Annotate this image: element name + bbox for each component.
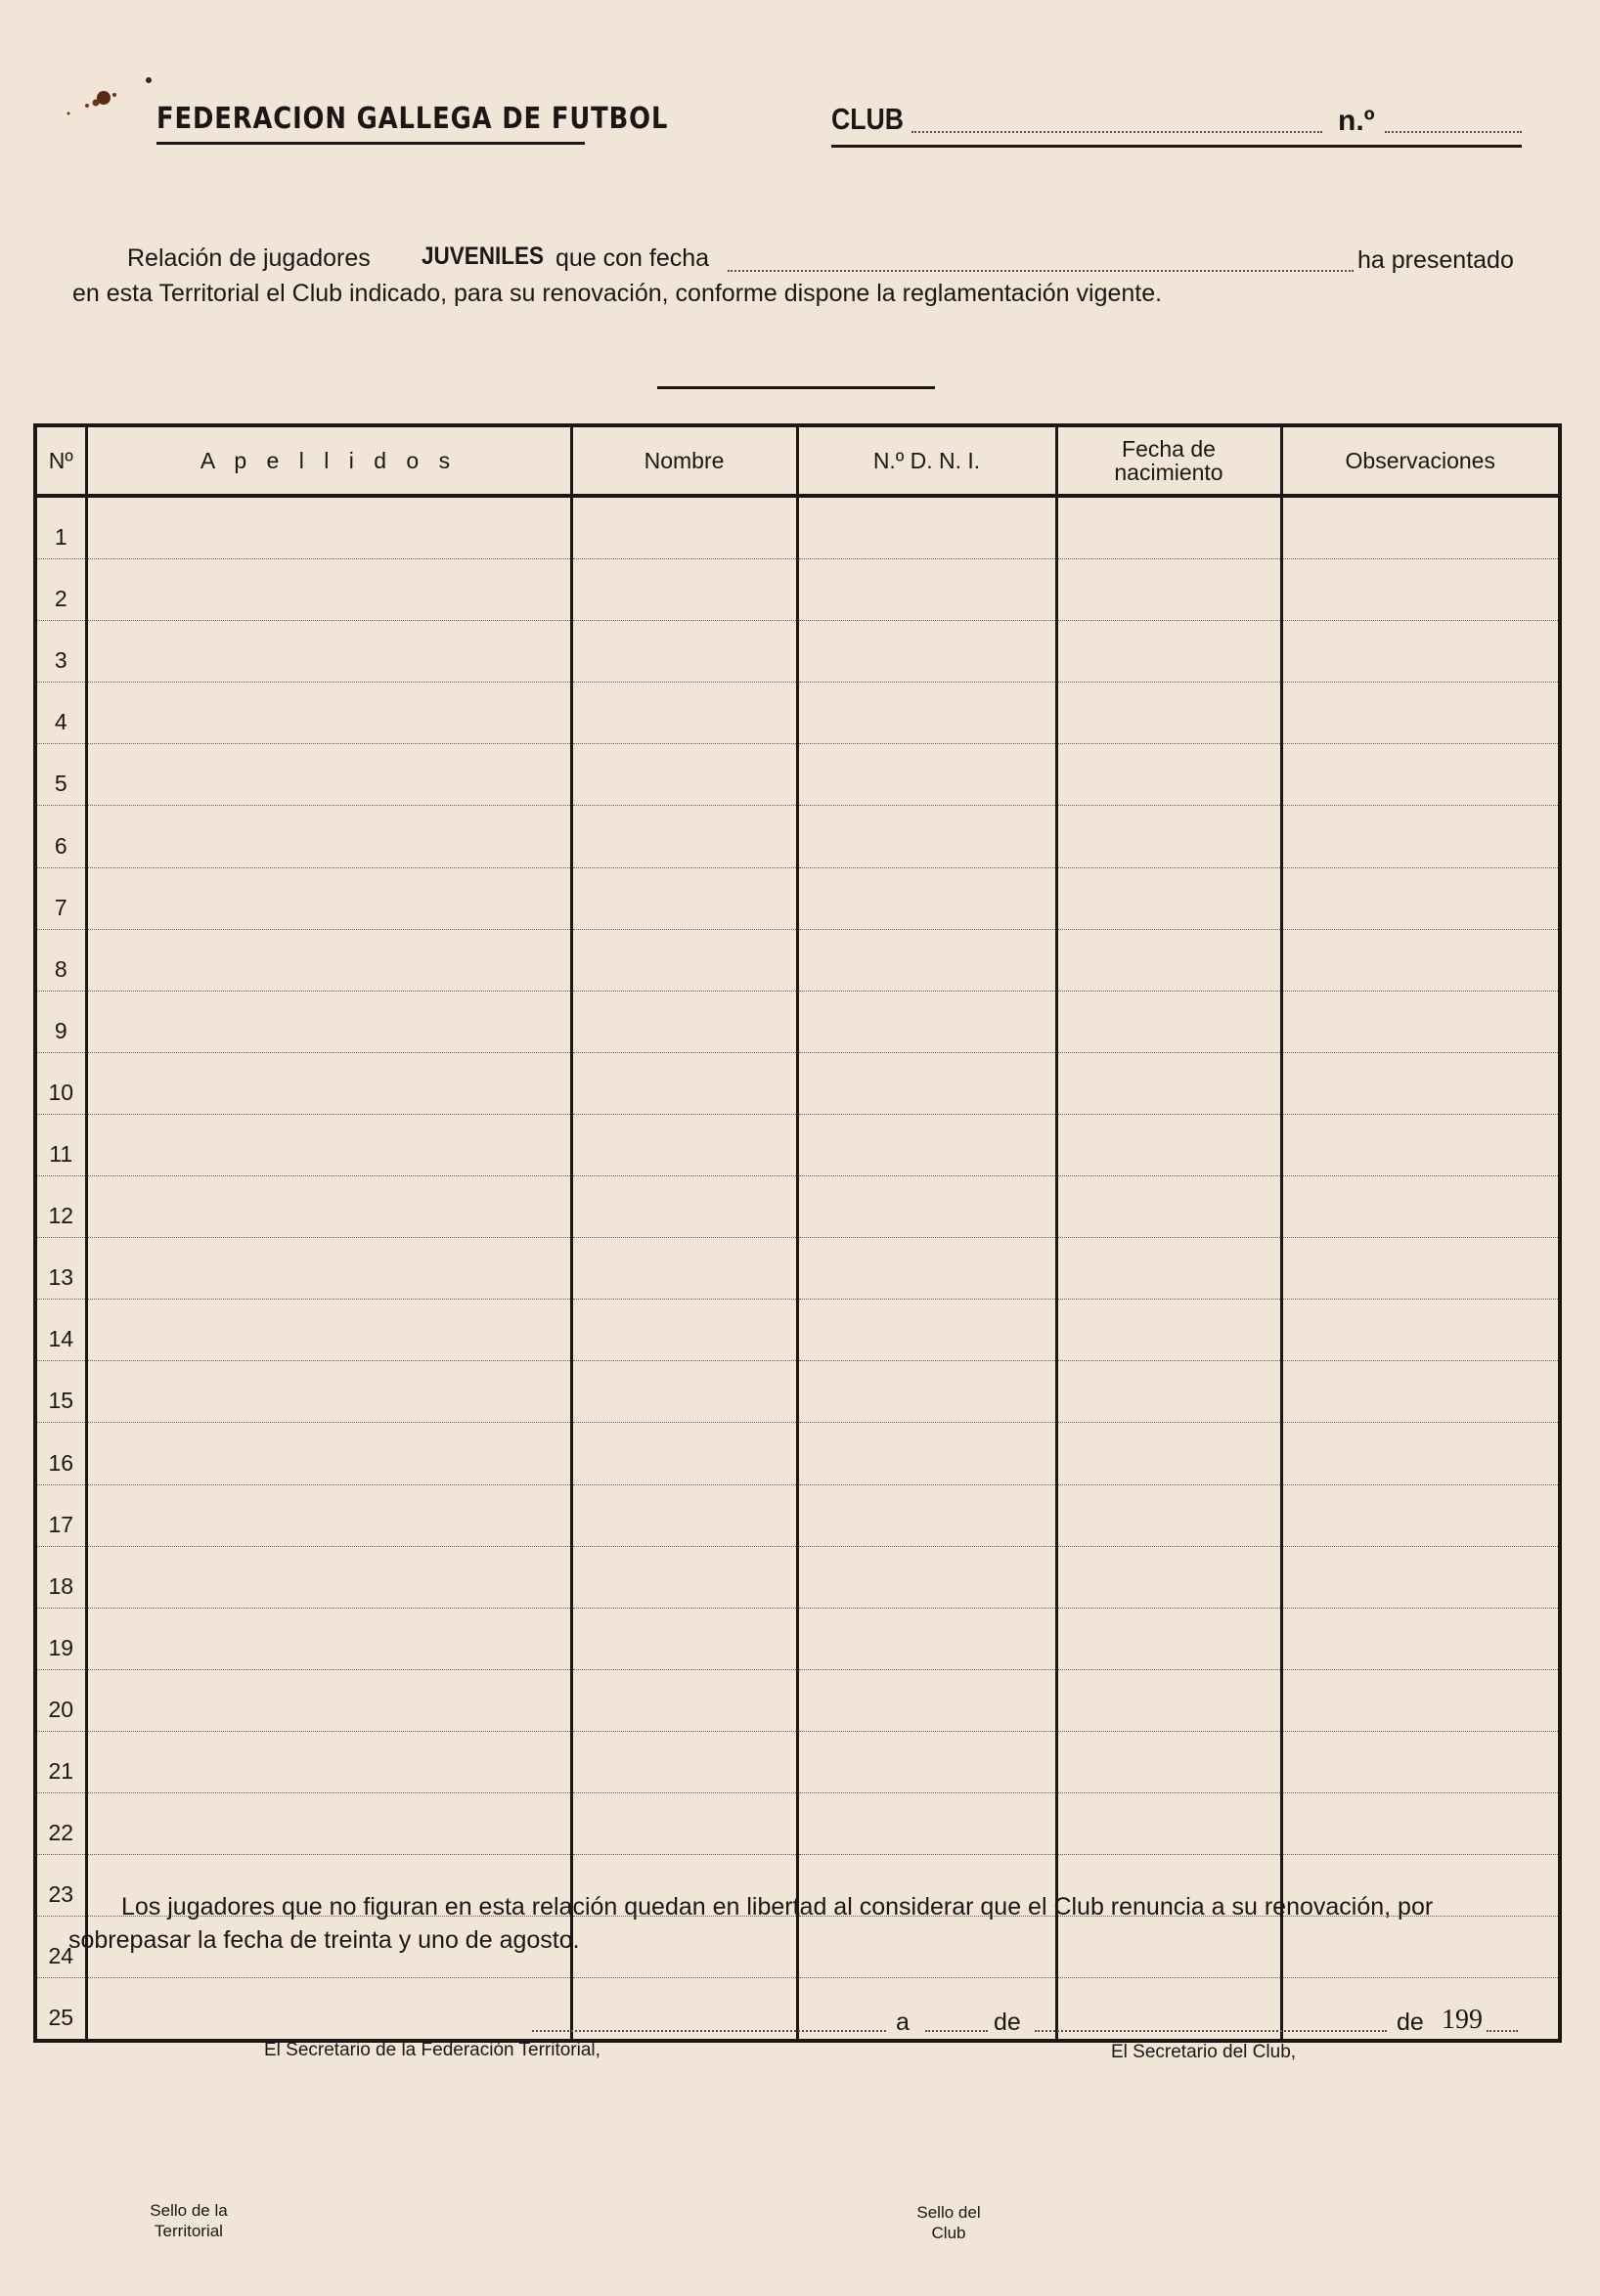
nombre-cell[interactable]	[571, 1238, 797, 1300]
apellidos-cell[interactable]	[86, 1669, 571, 1731]
table-row	[35, 1300, 1560, 1361]
table-row	[35, 683, 1560, 744]
fecha-nacimiento-cell[interactable]	[1056, 1176, 1281, 1238]
club-number-label: n.º	[1338, 105, 1375, 137]
dni-cell[interactable]	[797, 621, 1056, 683]
header-observaciones: Observaciones	[1281, 425, 1560, 496]
table-row	[35, 1731, 1560, 1792]
row-number: 2	[35, 559, 86, 621]
table-row	[35, 806, 1560, 867]
table-row	[35, 621, 1560, 683]
observaciones-cell[interactable]	[1281, 1238, 1560, 1300]
header-fecha-line1: Fecha de	[1122, 435, 1216, 462]
table-row	[35, 929, 1560, 991]
club-underline	[831, 145, 1522, 148]
header-fecha-line2: nacimiento	[1114, 460, 1223, 485]
row-number: 19	[35, 1608, 86, 1669]
territorial-stamp-label	[131, 2200, 246, 2242]
fecha-nacimiento-cell[interactable]	[1056, 621, 1281, 683]
club-stamp-line2: Club	[931, 2224, 966, 2243]
date-de1-label: de	[994, 2009, 1021, 2036]
apellidos-cell[interactable]	[86, 744, 571, 806]
row-number: 12	[35, 1176, 86, 1238]
table-row	[35, 1423, 1560, 1484]
apellidos-cell[interactable]	[86, 1608, 571, 1669]
observaciones-cell[interactable]	[1281, 1300, 1560, 1361]
nombre-cell[interactable]	[571, 1423, 797, 1484]
apellidos-cell[interactable]	[86, 1484, 571, 1546]
apellidos-cell[interactable]	[86, 1052, 571, 1114]
dni-cell[interactable]	[797, 1114, 1056, 1175]
intro-juveniles: JUVENILES	[421, 243, 544, 270]
apellidos-cell[interactable]	[86, 1176, 571, 1238]
apellidos-cell[interactable]	[86, 1792, 571, 1854]
apellidos-cell[interactable]	[86, 1300, 571, 1361]
observaciones-cell[interactable]	[1281, 744, 1560, 806]
row-number: 21	[35, 1731, 86, 1792]
row-number: 25	[35, 1978, 86, 2042]
table-row	[35, 867, 1560, 929]
dni-cell[interactable]	[797, 1608, 1056, 1669]
row-number: 17	[35, 1484, 86, 1546]
federation-underline	[156, 142, 585, 145]
fecha-nacimiento-cell[interactable]	[1056, 1792, 1281, 1854]
fecha-nacimiento-cell[interactable]	[1056, 1731, 1281, 1792]
day-field[interactable]	[925, 2030, 988, 2032]
dni-cell[interactable]	[797, 744, 1056, 806]
observaciones-cell[interactable]	[1281, 1176, 1560, 1238]
apellidos-cell[interactable]	[86, 1423, 571, 1484]
nombre-cell[interactable]	[571, 991, 797, 1052]
territorial-stamp-line1: Sello de la	[150, 2201, 228, 2220]
apellidos-cell[interactable]	[86, 929, 571, 991]
fecha-nacimiento-cell[interactable]	[1056, 806, 1281, 867]
row-number: 3	[35, 621, 86, 683]
nombre-cell[interactable]	[571, 1917, 797, 1978]
row-number: 9	[35, 991, 86, 1052]
fecha-nacimiento-cell[interactable]	[1056, 1546, 1281, 1608]
fecha-nacimiento-cell[interactable]	[1056, 991, 1281, 1052]
dni-cell[interactable]	[797, 1484, 1056, 1546]
observaciones-cell[interactable]	[1281, 1361, 1560, 1423]
nombre-cell[interactable]	[571, 1792, 797, 1854]
fecha-nacimiento-cell[interactable]	[1056, 1669, 1281, 1731]
fecha-nacimiento-cell[interactable]	[1056, 1114, 1281, 1175]
table-row	[35, 1484, 1560, 1546]
intro-line1-suffix: ha presentado	[1357, 246, 1514, 274]
apellidos-cell[interactable]	[86, 1361, 571, 1423]
nombre-cell[interactable]	[571, 1731, 797, 1792]
observaciones-cell[interactable]	[1281, 496, 1560, 559]
date-presented-field[interactable]	[728, 270, 1354, 272]
dni-cell[interactable]	[797, 1546, 1056, 1608]
nombre-cell[interactable]	[571, 806, 797, 867]
header-nombre: Nombre	[571, 425, 797, 496]
dni-cell[interactable]	[797, 1176, 1056, 1238]
nombre-cell[interactable]	[571, 1300, 797, 1361]
header-dni: N.º D. N. I.	[797, 425, 1056, 496]
row-number: 15	[35, 1361, 86, 1423]
observaciones-cell[interactable]	[1281, 1917, 1560, 1978]
dni-cell[interactable]	[797, 867, 1056, 929]
table-row	[35, 559, 1560, 621]
apellidos-cell[interactable]	[86, 806, 571, 867]
fecha-nacimiento-cell[interactable]	[1056, 1300, 1281, 1361]
dni-cell[interactable]	[797, 1361, 1056, 1423]
apellidos-cell[interactable]	[86, 559, 571, 621]
ink-blot	[61, 70, 168, 119]
intro-line1-prefix: Relación de jugadores	[127, 244, 371, 272]
dni-cell[interactable]	[797, 1917, 1056, 1978]
nombre-cell[interactable]	[571, 1114, 797, 1175]
dni-cell[interactable]	[797, 1669, 1056, 1731]
month-field[interactable]	[1035, 2030, 1387, 2032]
observaciones-cell[interactable]	[1281, 1546, 1560, 1608]
nombre-cell[interactable]	[571, 1361, 797, 1423]
row-number: 13	[35, 1238, 86, 1300]
dni-cell[interactable]	[797, 1423, 1056, 1484]
table-row	[35, 991, 1560, 1052]
fecha-nacimiento-cell[interactable]	[1056, 1052, 1281, 1114]
federation-title: FEDERACION GALLEGA DE FUTBOL	[156, 102, 669, 136]
players-table	[33, 423, 1562, 2043]
table-row	[35, 1546, 1560, 1608]
intro-line1-mid: que con fecha	[556, 244, 710, 272]
fecha-nacimiento-cell[interactable]	[1056, 867, 1281, 929]
row-number: 18	[35, 1546, 86, 1608]
row-number: 1	[35, 496, 86, 559]
observaciones-cell[interactable]	[1281, 683, 1560, 744]
nombre-cell[interactable]	[571, 867, 797, 929]
fecha-nacimiento-cell[interactable]	[1056, 1423, 1281, 1484]
dni-cell[interactable]	[797, 496, 1056, 559]
row-number: 16	[35, 1423, 86, 1484]
year-field[interactable]	[1487, 2030, 1518, 2032]
apellidos-cell[interactable]	[86, 621, 571, 683]
dni-cell[interactable]	[797, 1792, 1056, 1854]
nombre-cell[interactable]	[571, 683, 797, 744]
table-row	[35, 1114, 1560, 1175]
apellidos-cell[interactable]	[86, 1731, 571, 1792]
row-number: 23	[35, 1855, 86, 1917]
observaciones-cell[interactable]	[1281, 1731, 1560, 1792]
row-number: 20	[35, 1669, 86, 1731]
club-secretary-label: El Secretario del Club,	[1111, 2042, 1297, 2062]
header-apellidos: A p e l l i d o s	[86, 425, 571, 496]
fecha-nacimiento-cell[interactable]	[1056, 1608, 1281, 1669]
table-header-row	[35, 425, 1560, 496]
observaciones-cell[interactable]	[1281, 1114, 1560, 1175]
nombre-cell[interactable]	[571, 1608, 797, 1669]
year-prefix: 199	[1442, 2005, 1483, 2035]
nombre-cell[interactable]	[571, 1052, 797, 1114]
observaciones-cell[interactable]	[1281, 1669, 1560, 1731]
apellidos-cell[interactable]	[86, 496, 571, 559]
row-number: 22	[35, 1792, 86, 1854]
club-field[interactable]	[911, 131, 1322, 133]
apellidos-cell[interactable]	[86, 991, 571, 1052]
dni-cell[interactable]	[797, 683, 1056, 744]
federation-secretary-label: El Secretario de la Federación Territorial,	[264, 2040, 600, 2060]
table-row	[35, 1792, 1560, 1854]
nombre-cell[interactable]	[571, 1546, 797, 1608]
closing-line1: Los jugadores que no figuran en esta relación quedan en libertad al considerar que el Club renuncia a su renovación, por	[121, 1893, 1434, 1921]
dni-cell[interactable]	[797, 1052, 1056, 1114]
nombre-cell[interactable]	[571, 621, 797, 683]
observaciones-cell[interactable]	[1281, 806, 1560, 867]
observaciones-cell[interactable]	[1281, 621, 1560, 683]
apellidos-cell[interactable]	[86, 1114, 571, 1175]
dni-cell[interactable]	[797, 1300, 1056, 1361]
fecha-nacimiento-cell[interactable]	[1056, 1484, 1281, 1546]
row-number: 24	[35, 1917, 86, 1978]
observaciones-cell[interactable]	[1281, 1484, 1560, 1546]
fecha-nacimiento-cell[interactable]	[1056, 1917, 1281, 1978]
fecha-nacimiento-cell[interactable]	[1056, 929, 1281, 991]
nombre-cell[interactable]	[571, 1176, 797, 1238]
apellidos-cell[interactable]	[86, 867, 571, 929]
nombre-cell[interactable]	[571, 559, 797, 621]
row-number: 7	[35, 867, 86, 929]
row-number: 4	[35, 683, 86, 744]
row-number: 6	[35, 806, 86, 867]
fecha-nacimiento-cell[interactable]	[1056, 1361, 1281, 1423]
table-row	[35, 496, 1560, 559]
table-row	[35, 744, 1560, 806]
header-number: Nº	[35, 425, 86, 496]
table-row	[35, 1669, 1560, 1731]
row-number: 5	[35, 744, 86, 806]
date-de2-label: de	[1397, 2009, 1424, 2036]
dni-cell[interactable]	[797, 1238, 1056, 1300]
club-stamp-label	[890, 2202, 1007, 2244]
apellidos-cell[interactable]	[86, 683, 571, 744]
apellidos-cell[interactable]	[86, 1546, 571, 1608]
dni-cell[interactable]	[797, 806, 1056, 867]
fecha-nacimiento-cell[interactable]	[1056, 744, 1281, 806]
territorial-stamp-line2: Territorial	[155, 2222, 223, 2241]
nombre-cell[interactable]	[571, 1484, 797, 1546]
table-row	[35, 1176, 1560, 1238]
dni-cell[interactable]	[797, 559, 1056, 621]
observaciones-cell[interactable]	[1281, 929, 1560, 991]
row-number: 14	[35, 1300, 86, 1361]
divider-rule	[657, 386, 935, 389]
nombre-cell[interactable]	[571, 929, 797, 991]
dni-cell[interactable]	[797, 1731, 1056, 1792]
date-a-label: a	[896, 2009, 910, 2036]
club-stamp-line1: Sello del	[916, 2203, 981, 2222]
apellidos-cell[interactable]	[86, 1978, 571, 2042]
row-number: 11	[35, 1114, 86, 1175]
fecha-nacimiento-cell[interactable]	[1056, 1238, 1281, 1300]
observaciones-cell[interactable]	[1281, 1792, 1560, 1854]
observaciones-cell[interactable]	[1281, 991, 1560, 1052]
observaciones-cell[interactable]	[1281, 1423, 1560, 1484]
fecha-nacimiento-cell[interactable]	[1056, 559, 1281, 621]
row-number: 8	[35, 929, 86, 991]
observaciones-cell[interactable]	[1281, 1052, 1560, 1114]
intro-line2: en esta Territorial el Club indicado, para su renovación, conforme dispone la reglamentación vigente.	[72, 280, 1163, 307]
observaciones-cell[interactable]	[1281, 559, 1560, 621]
apellidos-cell[interactable]	[86, 1238, 571, 1300]
fecha-nacimiento-cell[interactable]	[1056, 496, 1281, 559]
row-number: 10	[35, 1052, 86, 1114]
table-row	[35, 1238, 1560, 1300]
nombre-cell[interactable]	[571, 1669, 797, 1731]
table-row	[35, 1608, 1560, 1669]
closing-line2: sobrepasar la fecha de treinta y uno de agosto.	[68, 1926, 580, 1954]
dni-cell[interactable]	[797, 929, 1056, 991]
fecha-nacimiento-cell[interactable]	[1056, 683, 1281, 744]
place-field[interactable]	[532, 2030, 886, 2032]
table-row	[35, 1052, 1560, 1114]
club-label: CLUB	[831, 102, 905, 136]
nombre-cell[interactable]	[571, 744, 797, 806]
dni-cell[interactable]	[797, 991, 1056, 1052]
nombre-cell[interactable]	[571, 496, 797, 559]
observaciones-cell[interactable]	[1281, 1608, 1560, 1669]
table-row	[35, 1361, 1560, 1423]
header-fecha-nacimiento	[1056, 425, 1281, 496]
club-number-field[interactable]	[1385, 131, 1522, 133]
observaciones-cell[interactable]	[1281, 867, 1560, 929]
